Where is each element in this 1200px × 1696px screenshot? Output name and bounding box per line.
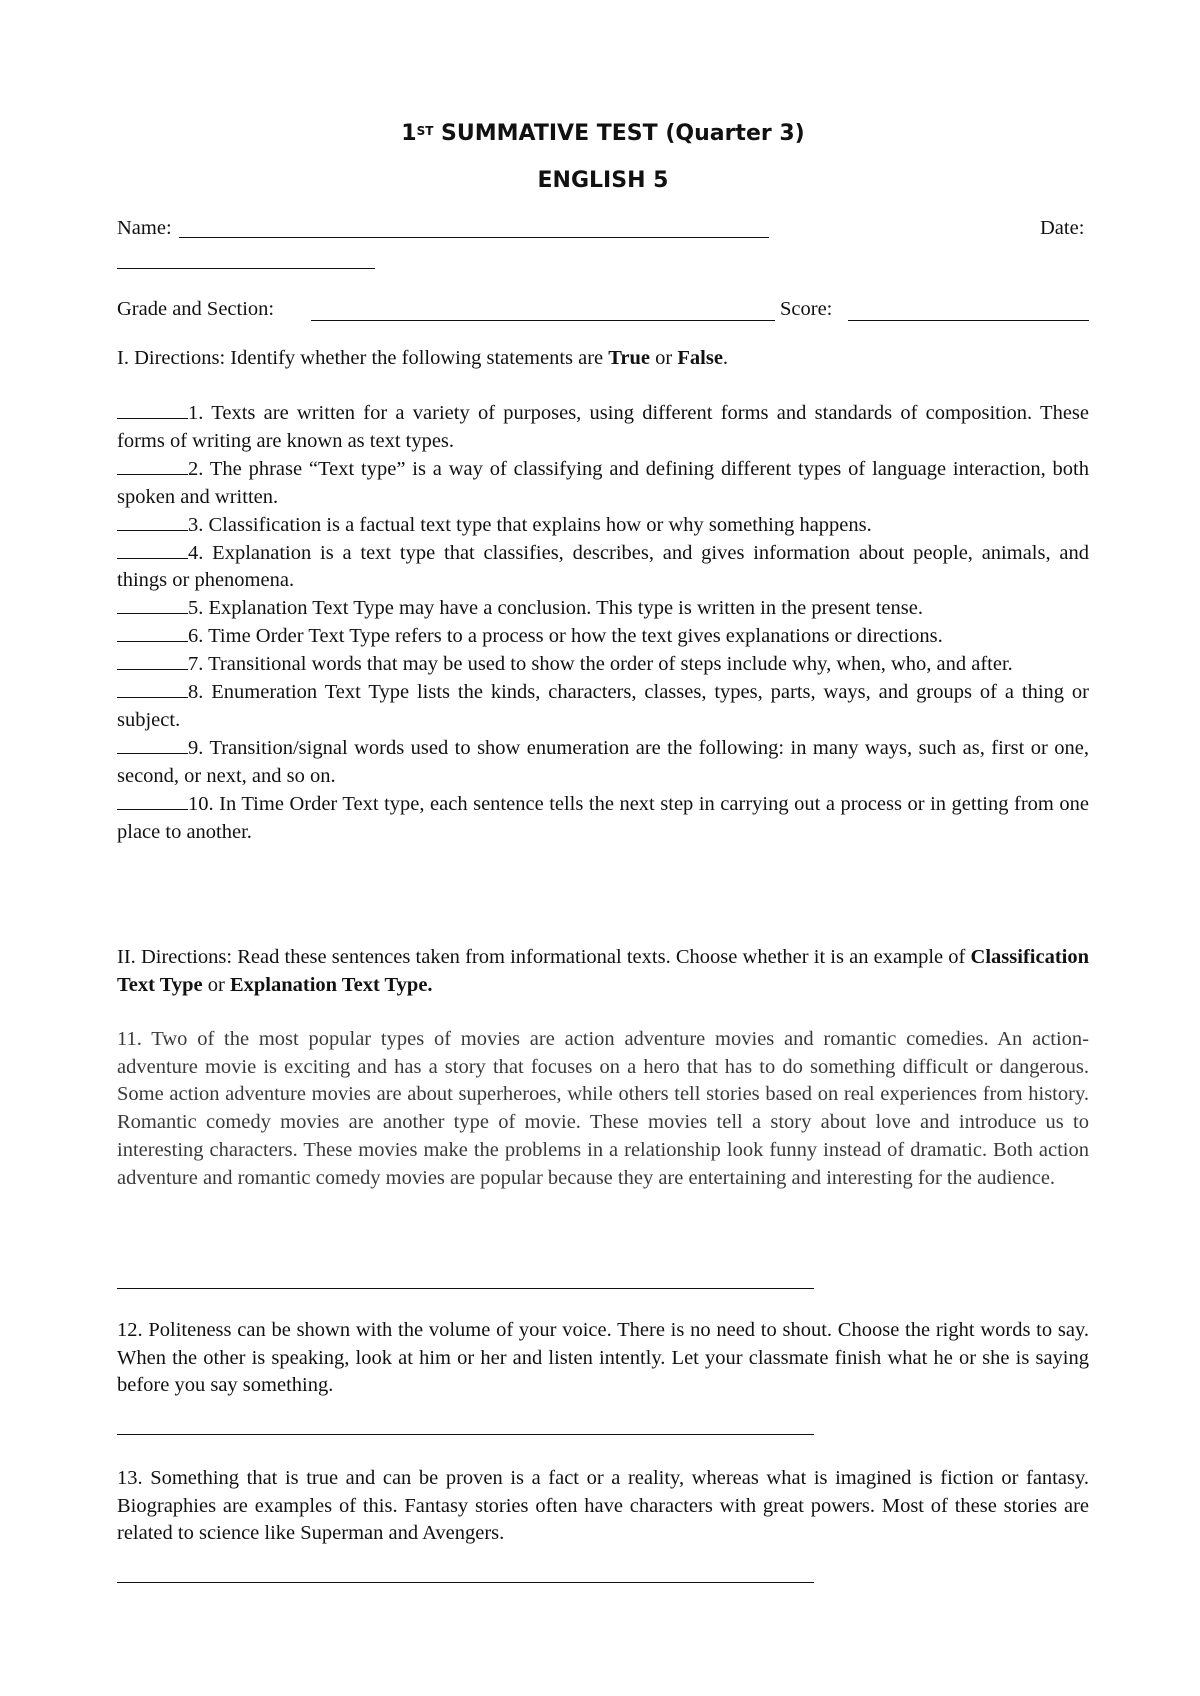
passage-13: 13. Something that is true and can be proven is a fact or a reality, whereas what is imagined is fiction or fantasy. Biographies are examples of this. Fantasy stories often have characters with great powers. Most of these stories are related to science like Superman and Avengers.: [117, 1467, 1089, 1545]
answer-blank[interactable]: [117, 791, 188, 810]
score-label: Score:: [780, 298, 833, 320]
period: .: [722, 347, 729, 369]
item-text: 9. Transition/signal words used to show enumeration are the following: in many ways, such as, first or one, second, or next, and so on.: [117, 736, 1089, 787]
item-text: 7. Transitional words that may be used to show the order of steps include why, when, who, and after.: [188, 653, 1013, 676]
answer-blank[interactable]: [117, 651, 188, 670]
answer-line-12[interactable]: [117, 1434, 814, 1435]
false-word: False: [677, 347, 723, 369]
answer-blank[interactable]: [117, 456, 188, 475]
part1-directions-text: I. Directions: Identify whether the following statements are: [117, 347, 609, 369]
item-text: 3. Classification is a factual text type that explains how or why something happens.: [188, 513, 872, 536]
option-explanation: Explanation Text Type.: [229, 974, 433, 996]
list-item: [117, 540, 1089, 596]
list-item: [117, 456, 1089, 512]
grade-section-label: Grade and Section:: [117, 298, 275, 320]
list-item: [117, 512, 1089, 540]
part2-directions-text: II. Directions: Read these sentences taken from informational texts. Choose whether it is an example of: [117, 946, 971, 968]
passage-12: 12. Politeness can be shown with the volume of your voice. There is no need to shout. Choose the right words to say. When the other is speaking, look at him or her and listen intently. Let your classmate finish what he or she is saying before you say something.: [117, 1319, 1089, 1397]
answer-line-13[interactable]: [117, 1582, 814, 1583]
or-word: or: [202, 974, 230, 996]
date-label: Date:: [1040, 217, 1085, 239]
part2-directions: [117, 943, 1089, 999]
part1-directions: [117, 344, 1089, 372]
answer-blank[interactable]: [117, 540, 188, 559]
title-text: SUMMATIVE TEST (Quarter 3): [433, 121, 805, 146]
list-item: [117, 791, 1089, 847]
title-superscript: ST: [416, 124, 434, 138]
list-item: [117, 735, 1089, 791]
score-field[interactable]: [848, 320, 1089, 321]
answer-blank[interactable]: [117, 679, 188, 698]
title-prefix: 1: [401, 121, 417, 146]
item-text: 1. Texts are written for a variety of purposes, using different forms and standards of composition. These forms of writing are known as text types.: [117, 402, 1089, 452]
item-text: 6. Time Order Text Type refers to a process or how the text gives explanations or directions.: [188, 625, 943, 648]
passage-11: 11. Two of the most popular types of movies are action adventure movies and romantic comedies. An action-adventure movie is exciting and has a story that focuses on a hero that has to do something difficult or dangerous. Some action adventure movies are about superheroes, while others tell stories based on real experiences from history. Romantic comedy movies are another type of movie. These movies tell a story about love and introduce us to interesting characters. These movies make the problems in a relationship look funny instead of dramatic. Both action adventure and romantic comedy movies are popular because they are entertaining and interesting for the audience.: [117, 1028, 1089, 1189]
list-item: [117, 400, 1089, 456]
true-false-items: [117, 400, 1089, 847]
item-text: 2. The phrase “Text type” is a way of classifying and defining different types of language interaction, both spoken and written.: [117, 457, 1089, 508]
grade-section-field[interactable]: [311, 320, 775, 321]
answer-blank[interactable]: [117, 735, 188, 754]
subject-title: ENGLISH 5: [537, 168, 669, 193]
answer-blank[interactable]: [117, 400, 188, 419]
page-title: [117, 120, 1089, 148]
answer-blank[interactable]: [117, 623, 188, 642]
name-field[interactable]: [179, 237, 769, 238]
answer-line-11[interactable]: [117, 1288, 814, 1289]
true-word: True: [608, 347, 651, 369]
option-classification: Classification Text Type: [117, 946, 1089, 996]
item-text: 10. In Time Order Text type, each sentence tells the next step in carrying out a process or in getting from one place to another.: [117, 792, 1089, 843]
answer-blank[interactable]: [117, 595, 188, 614]
answer-blank[interactable]: [117, 512, 188, 531]
list-item: [117, 623, 1089, 651]
list-item: [117, 595, 1089, 623]
item-text: 8. Enumeration Text Type lists the kinds, characters, classes, types, parts, ways, and groups of a thing or subject.: [117, 681, 1089, 731]
name-label: Name:: [117, 217, 172, 239]
item-text: 4. Explanation is a text type that classifies, describes, and gives information about people, animals, and things or phenomena.: [117, 541, 1089, 592]
list-item: [117, 651, 1089, 679]
list-item: [117, 679, 1089, 735]
item-text: 5. Explanation Text Type may have a conclusion. This type is written in the present tense.: [188, 597, 923, 620]
or-word: or: [650, 347, 678, 369]
date-field[interactable]: [117, 268, 375, 269]
